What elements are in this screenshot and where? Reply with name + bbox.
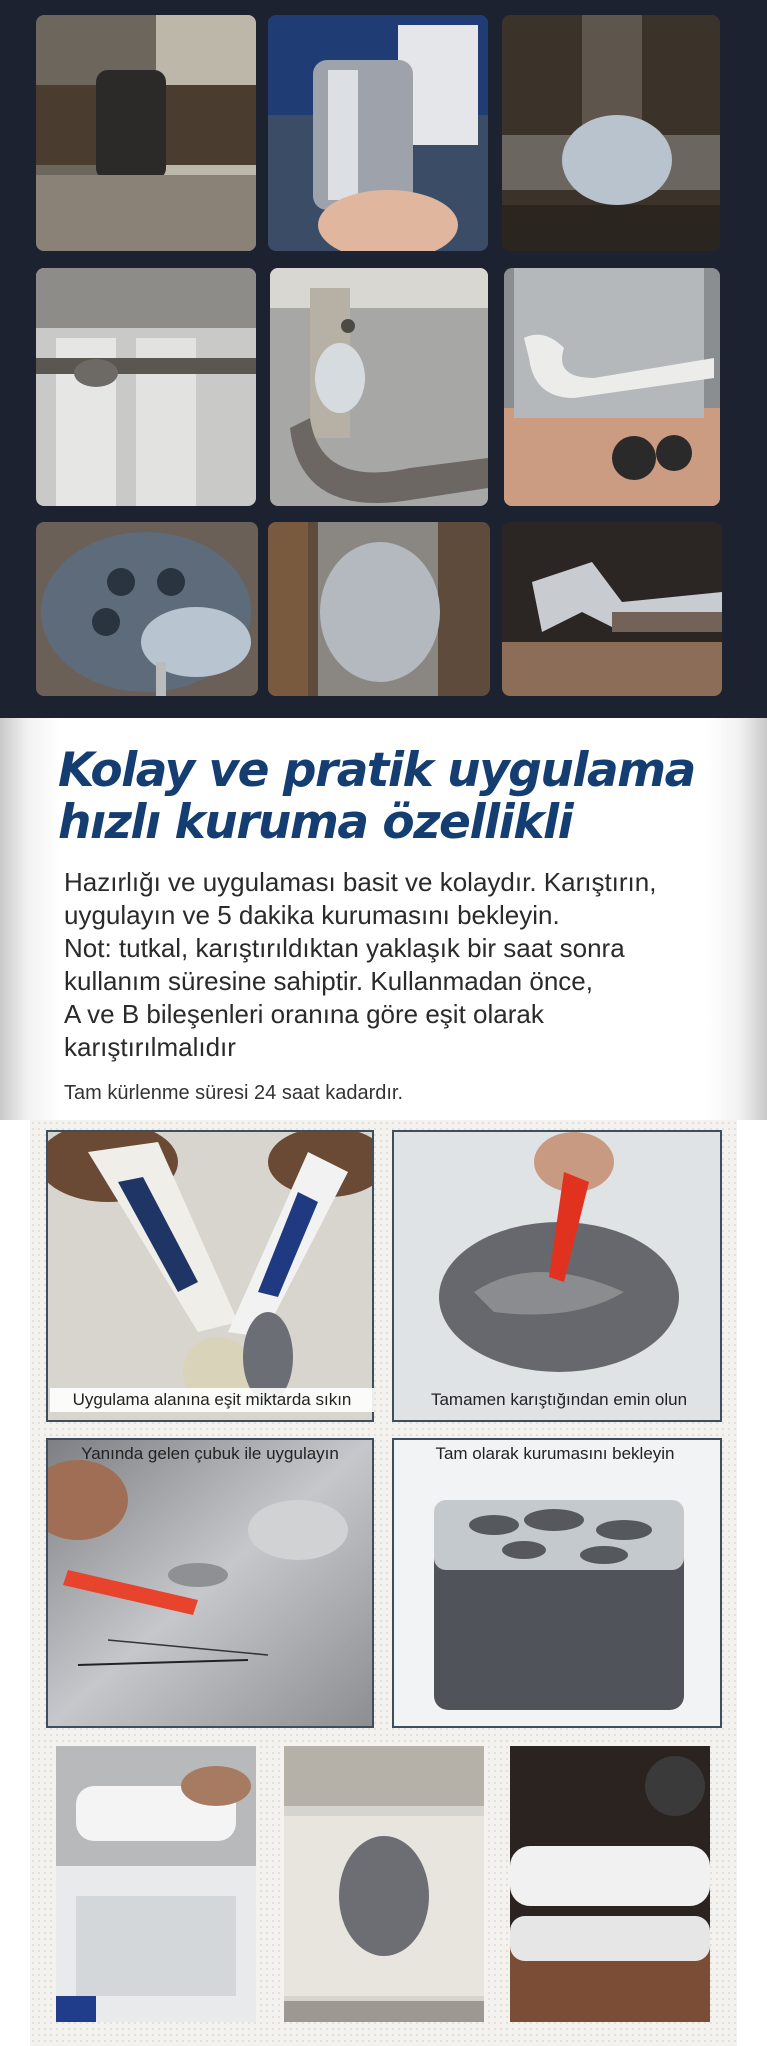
description-line: uygulayın ve 5 dakika kurumasını bekleyin. xyxy=(64,900,560,930)
description-line: Not: tutkal, karıştırıldıktan yaklaşık bir saat sonra xyxy=(64,933,625,963)
pipe-repair-photo-2[interactable] xyxy=(268,15,488,251)
pipe-repair-photo-9[interactable] xyxy=(502,522,722,696)
step-3-caption: Yanında gelen çubuk ile uygulayın xyxy=(81,1444,339,1463)
description-line: karıştırılmalıdır xyxy=(64,1032,236,1062)
step-2-caption: Tamamen karıştığından emin olun xyxy=(430,1390,688,1409)
headline-line-2: hızlı kuruma özellikli xyxy=(58,795,573,850)
step-2-photo xyxy=(392,1130,722,1422)
pipe-repair-photo-6[interactable] xyxy=(504,268,720,506)
bottom-photo-2 xyxy=(284,1746,484,2022)
step-1-caption: Uygulama alanına eşit miktarda sıkın xyxy=(50,1388,374,1412)
step-4-caption: Tam olarak kurumasını bekleyin xyxy=(435,1444,675,1463)
pipe-repair-photo-4[interactable] xyxy=(36,268,256,506)
headline-line-1: Kolay ve pratik uygulama xyxy=(58,743,695,798)
cure-time-note: Tam kürlenme süresi 24 saat kadardır. xyxy=(64,1082,404,1104)
pipe-repair-photo-7[interactable] xyxy=(36,522,258,696)
pipe-repair-photo-8[interactable] xyxy=(268,522,490,696)
pipe-repair-photo-1[interactable] xyxy=(36,15,256,251)
pipe-repair-photo-3[interactable] xyxy=(502,15,720,251)
headline xyxy=(58,745,738,849)
step-3-photo xyxy=(46,1438,374,1728)
pipe-repair-photo-5[interactable] xyxy=(270,268,488,506)
description-line: A ve B bileşenleri oranına göre eşit olarak xyxy=(64,999,544,1029)
description-line: Hazırlığı ve uygulaması basit ve kolaydır. Karıştırın, xyxy=(64,867,657,897)
description-line: kullanım süresine sahiptir. Kullanmadan önce, xyxy=(64,966,593,996)
bottom-photo-1 xyxy=(56,1746,256,2022)
description-text xyxy=(64,866,744,1064)
step-4-photo xyxy=(392,1438,722,1728)
photo-gallery xyxy=(0,0,767,718)
bottom-photo-3 xyxy=(510,1746,710,2022)
step-1-photo xyxy=(46,1130,374,1422)
